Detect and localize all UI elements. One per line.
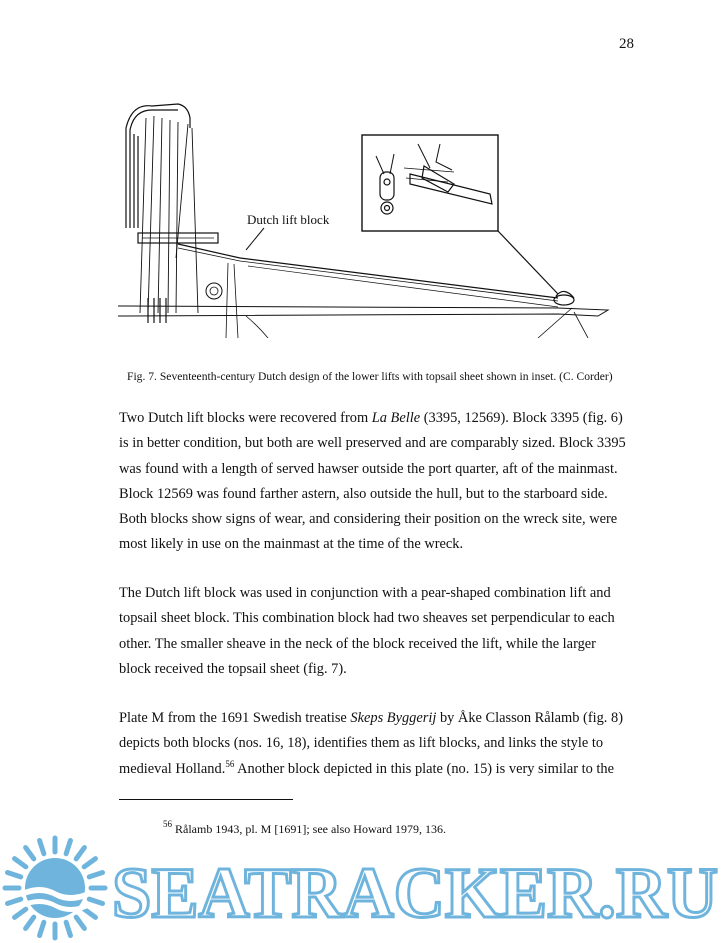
paragraph-3-line-1: Plate M from the 1691 Swedish treatise Skeps Byggerij by Åke Classon Rålamb (fig. 8): [119, 710, 623, 726]
paragraph-1: [119, 406, 639, 558]
sun-ray: [15, 909, 26, 917]
paragraph-2-line-1: The Dutch lift block was used in conjunction with a pear-shaped combination lift and: [119, 585, 611, 601]
paragraph-1-line-2: is in better condition, but both are well preserved and are comparably sized. Block 3395: [119, 435, 626, 452]
paragraph-1-line-4: Block 12569 was found farther astern, also outside the hull, but to the starboard side.: [119, 485, 608, 502]
paragraph-3: [119, 706, 639, 782]
sun-ray: [15, 859, 26, 867]
paragraph-1-line-5: Both blocks show signs of wear, and considering their position on the wreck site, were: [119, 511, 618, 528]
sun-ray: [7, 899, 20, 903]
paragraph-2-line-4: block received the topsail sheet (fig. 7).: [119, 660, 347, 677]
sun-ray: [84, 909, 95, 917]
watermark-text: SEATRACKER.RU: [112, 853, 718, 933]
sun-ray: [66, 922, 70, 935]
paragraph-2: [119, 581, 639, 682]
figure-callout-label: Dutch lift block: [247, 212, 330, 227]
sun-ray: [26, 848, 34, 859]
treatise-title: Skeps Byggerij: [350, 710, 437, 726]
sun-ray: [84, 859, 95, 867]
sun-ray: [76, 848, 84, 859]
sun-ray: [40, 840, 44, 853]
figure-caption: Fig. 7. Seventeenth-century Dutch design of the lower lifts with topsail sheet shown in inset. (C. Corder): [127, 370, 613, 383]
paragraph-3-line-3: medieval Holland.$^{56}$ Another block depicted in this plate (no. 15) is very similar to the: [119, 758, 614, 777]
sun-ray: [76, 917, 84, 928]
sun-ray: [89, 899, 102, 903]
paragraph-1-line-3: was found with a length of served hawser outside the port quarter, aft of the mainmast.: [119, 460, 618, 477]
footnote-reference[interactable]: 56: [225, 758, 235, 769]
paragraph-3-line-2: depicts both blocks (nos. 16, 18), identifies them as lift blocks, and links the style to: [119, 735, 604, 752]
footnote-text: Rålamb 1943, pl. M [1691]; see also Howard 1979, 136.: [172, 822, 446, 836]
paragraph-2-line-3: other. The smaller sheave in the neck of the block received the lift, while the larger: [119, 635, 596, 652]
sun-logo-icon: [5, 838, 105, 938]
sun-ray: [40, 922, 44, 935]
paragraph-1-line-6: most likely in use on the mainmast at the time of the wreck.: [119, 536, 464, 553]
paragraph-1-line-1: Two Dutch lift blocks were recovered from La Belle (3395, 12569). Block 3395 (fig. 6): [119, 410, 623, 426]
seatracker-watermark: [0, 833, 726, 943]
footnote-marker: 56: [163, 819, 172, 829]
paragraph-2-line-2: topsail sheet block. This combination block had two sheaves set perpendicular to each: [119, 610, 615, 627]
sun-ray: [66, 840, 70, 853]
sun-ray: [26, 917, 34, 928]
footnote-separator: [119, 799, 293, 800]
sun-ray: [89, 873, 102, 877]
sun-ray: [7, 873, 20, 877]
ship-name-la-belle: La Belle: [371, 410, 421, 426]
page-number: 28: [619, 36, 634, 52]
figure-7-rigging-illustration: [118, 98, 626, 338]
